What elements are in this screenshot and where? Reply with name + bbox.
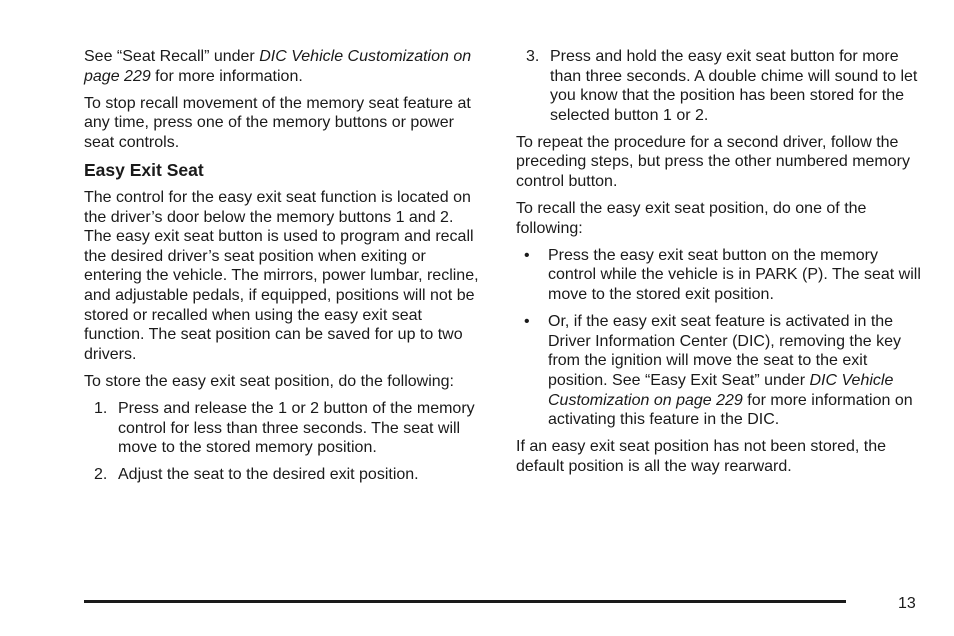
reference-text-end: for more information.	[150, 67, 303, 85]
recall-intro-paragraph: To recall the easy exit seat position, do one of the following:	[516, 200, 867, 237]
step-text: Press and release the 1 or 2 button of the memory control for less than three seconds. The seat will move to the stored memory position.	[118, 399, 475, 457]
bullet-text: Press the easy exit seat button on the memory control while the vehicle is in PARK (P). The seat will move to the stored exit position.	[548, 246, 921, 304]
bullet-icon: •	[524, 246, 530, 264]
step-number: 3.	[526, 48, 540, 65]
default-position-paragraph: If an easy exit seat position has not been stored, the default position is all the way rearward.	[516, 438, 887, 475]
dic-customization-reference: DIC Vehicle Customization on page 229	[548, 371, 894, 409]
step-text: Adjust the seat to the desired exit position.	[118, 466, 419, 484]
stop-recall-paragraph: To stop recall movement of the memory seat feature at any time, press one of the memory buttons or power seat controls.	[84, 94, 471, 151]
list-item	[84, 465, 484, 485]
store-steps-list	[84, 399, 484, 485]
list-item	[84, 399, 484, 458]
reference-text: See “Seat Recall” under	[84, 48, 260, 65]
dic-customization-reference: DIC Vehicle Customization on page 229	[84, 48, 472, 85]
footer-rule	[84, 600, 846, 603]
bullet-icon: •	[524, 313, 530, 331]
step-text: Press and hold the easy exit seat button for more than three seconds. A double chime will sound to let you know that the position has been stored for the selected button 1 or 2.	[550, 48, 918, 124]
seat-recall-reference	[84, 47, 484, 86]
step-number: 1.	[94, 399, 108, 417]
list-item	[516, 312, 921, 430]
easy-exit-description: The control for the easy exit seat function is located on the driver’s door below the memory buttons 1 and 2. The easy exit seat button is used to program and recall the desired driver’s seat position when exiting or entering the vehicle. The mirrors, power lumbar, recline, and adjustable pedals, if equipped, positions will not be stored or recalled when using the easy exit seat function. The seat position can be saved for up to two drivers.	[84, 188, 479, 363]
store-intro-paragraph: To store the easy exit seat position, do the following:	[84, 372, 454, 390]
bullet-text-start: Or, if the easy exit seat feature is activated in the Driver Information Center (DIC), removing the key from the ignition will move the seat to the exit position. See “Easy Exit Seat” under	[548, 313, 901, 389]
store-steps-list-continued	[516, 47, 921, 125]
second-driver-paragraph: To repeat the procedure for a second driver, follow the preceding steps, but press the other numbered memory control button.	[516, 133, 910, 191]
right-column	[516, 47, 921, 484]
step-number: 2.	[94, 466, 108, 484]
bullet-text	[548, 313, 913, 428]
left-column	[84, 47, 484, 492]
page-number: 13	[898, 595, 916, 612]
section-heading: Easy Exit Seat	[84, 159, 204, 180]
list-item	[516, 246, 921, 305]
bullet-text-end: for more information on activating this feature in the DIC.	[548, 391, 913, 429]
recall-options-list	[516, 246, 921, 430]
list-item	[516, 47, 921, 125]
